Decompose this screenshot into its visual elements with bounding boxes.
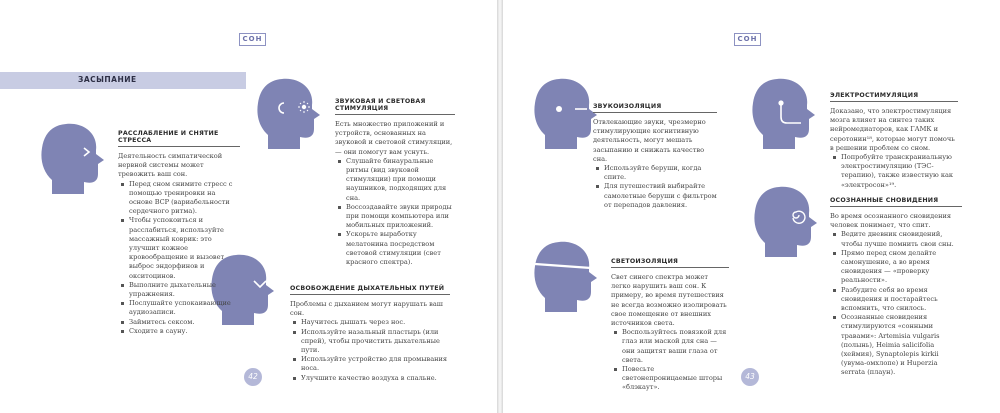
list-item: Ведите дневник сновидений, чтобы лучше помнить свои сны.	[830, 230, 962, 248]
section-title: ЗВУКОИЗОЛЯЦИЯ	[593, 103, 717, 113]
page-number: 42	[244, 368, 262, 386]
list-item: Сходите в сауну.	[118, 327, 240, 336]
list-item: Слушайте бинауральные ритмы (вид звуковой стимуляции) при помощи наушников, подходящих для сна.	[335, 157, 455, 203]
section-intro: Свет синего спектра может легко нарушить ваш сон. К примеру, во время путешествия не всегда возможно изолировать свое помещение от внешних источников света.	[611, 273, 727, 328]
section-sound-light	[335, 98, 455, 267]
head-sleep-mask-icon	[533, 240, 597, 312]
page-number: 43	[741, 368, 759, 386]
section-title: ОСВОБОЖДЕНИЕ ДЫХАТЕЛЬНЫХ ПУТЕЙ	[290, 285, 450, 295]
list-item: Попробуйте транскраниальную электростимуляцию (ТЭС-терапию), также известную как «электросон»¹⁹.	[830, 153, 958, 190]
list-item: Используйте беруши, когда спите.	[593, 164, 717, 182]
list-item: Используйте назальный пластырь (или спрей), чтобы прочистить дыхательные пути.	[290, 328, 450, 356]
list-item: Повесьте светонепроницаемые шторы «блэкаут».	[611, 365, 729, 393]
section-intro: Во время осознанного сновидения человек понимает, что спит.	[830, 212, 952, 230]
list-item: Ускорьте выработку мелатонина посредством световой стимуляции (свет красного спектра).	[335, 230, 455, 267]
list-item: Используйте устройство для промывания носа.	[290, 355, 450, 373]
list-item: Послушайте успокаивающие аудиозаписи.	[118, 299, 240, 317]
section-soundproofing	[593, 103, 717, 210]
section-intro: Проблемы с дыханием могут нарушать ваш сон.	[290, 300, 443, 318]
list-item: Займитесь сексом.	[118, 318, 240, 327]
bullet-list	[593, 164, 717, 210]
head-sound-light-icon	[256, 77, 320, 149]
section-lucid-dreams	[830, 197, 962, 378]
bullet-list	[118, 180, 240, 336]
chapter-header: СОН	[239, 33, 266, 46]
bullet-list	[830, 153, 958, 190]
list-item: Выполните дыхательные упражнения.	[118, 281, 240, 299]
section-intro: Деятельность симпатической нервной системы может тревожить ваш сон.	[118, 152, 223, 179]
section-relax	[118, 130, 240, 336]
list-item: Осознанные сновидения стимулируются «сонными травами»: Artemisia vulgaris (полынь), Heimia salicifolia (хеймия), Synaptolepis kirkii (увума-омхлопе) и Huperzia serrata (плаун).	[830, 313, 962, 377]
section-title: ЭЛЕКТРОСТИМУЛЯЦИЯ	[830, 92, 958, 102]
list-item: Для путешествий выбирайте самолетные беруши с фильтром от перепадов давления.	[593, 182, 717, 210]
bullet-list	[611, 328, 729, 392]
list-item: Прямо перед сном делайте самонушение, а во время сновидения — «проверку реальности».	[830, 249, 962, 286]
band-title: ЗАСЫПАНИЕ	[78, 75, 137, 84]
bullet-list	[290, 318, 450, 382]
head-relax-icon	[40, 122, 104, 194]
section-intro: Отвлекающие звуки, чрезмерно стимулирующие когнитивную деятельность, могут мешать засыпанию и снижать качество сна.	[593, 118, 706, 163]
left-page	[0, 0, 497, 413]
list-item: Научитесь дышать через нос.	[290, 318, 450, 327]
list-item: Воссоздавайте звуки природы при помощи компьютера или мобильных приложений.	[335, 203, 455, 231]
section-electrostimulation	[830, 92, 958, 190]
head-electro-icon	[751, 77, 815, 149]
section-title: ЗВУКОВАЯ И СВЕТОВАЯ СТИМУЛЯЦИЯ	[335, 98, 455, 115]
list-item: Перед сном снимите стресс с помощью тренировки на основе ВСР (вариабельности сердечного ритма).	[118, 180, 240, 217]
section-light-isolation	[611, 258, 729, 393]
list-item: Улучшите качество воздуха в спальне.	[290, 374, 450, 383]
section-title: РАССЛАБЛЕНИЕ И СНЯТИЕ СТРЕССА	[118, 130, 240, 147]
section-intro: Доказано, что электростимуляция мозга влияет на синтез таких нейромедиаторов, как ГАМК и серотонин¹⁸, которые могут помочь в решении проблем со сном.	[830, 107, 955, 152]
chapter-header: СОН	[734, 33, 761, 46]
section-title: СВЕТОИЗОЛЯЦИЯ	[611, 258, 729, 268]
section-band	[0, 72, 246, 89]
head-earplug-icon	[533, 77, 597, 149]
list-item: Чтобы успокоиться и расслабиться, используйте массажный коврик: это улучшит кожное кровообращение и вызовет выброс эндорфинов и окситоцинов.	[118, 216, 240, 280]
list-item: Разбудите себя во время сновидения и постарайтесь вспомнить, что снилось.	[830, 286, 962, 314]
list-item: Воспользуйтесь повязкой для глаз или маской для сна — они защитят ваши глаза от света.	[611, 328, 729, 365]
section-breathing	[290, 285, 450, 383]
right-page	[503, 0, 1000, 413]
head-lucid-dream-icon	[753, 185, 817, 257]
bullet-list	[335, 157, 455, 267]
section-intro: Есть множество приложений и устройств, основанных на звуковой и световой стимуляции, — они помогут вам уснуть.	[335, 120, 453, 156]
bullet-list	[830, 230, 962, 377]
section-title: ОСОЗНАННЫЕ СНОВИДЕНИЯ	[830, 197, 962, 207]
